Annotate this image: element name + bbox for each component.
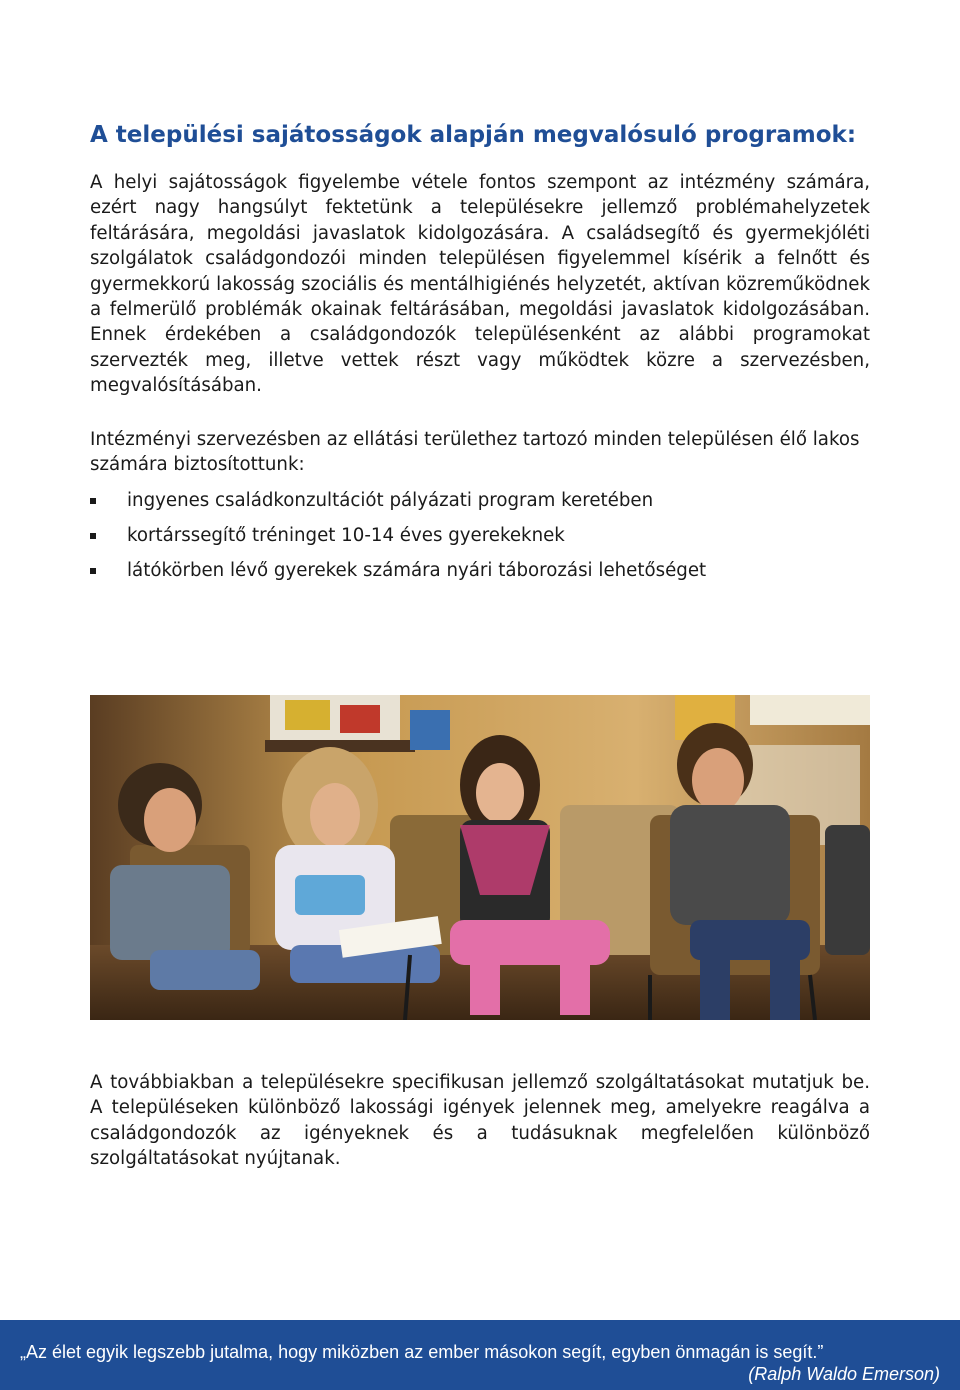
list-item-text: látókörben lévő gyerekek számára nyári táborozási lehetőséget <box>127 560 707 582</box>
group-photo <box>90 695 870 1020</box>
closing-paragraph: A továbbiakban a településekre specifikusan jellemző szolgáltatásokat mutatjuk be. A településeken különböző lakossági igények jelennek meg, amelyekre reagálva a családgondozók az igényeknek és a tudásuknak megfelelően különböző szolgáltatásokat nyújtanak. <box>90 1072 870 1170</box>
group-photo-illustration <box>90 695 870 1020</box>
footer-author: (Ralph Waldo Emerson) <box>748 1364 940 1384</box>
square-bullet-icon <box>90 568 96 574</box>
services-list <box>90 489 870 583</box>
list-item <box>90 559 870 583</box>
intro-paragraph: A helyi sajátosságok figyelembe vétele fontos szempont az intézmény számára, ezért nagy hangsúlyt fektetünk a településekre jellemző problémahelyzetek feltárására, megoldási javaslatok kidolgozására. A családsegítő és gyermekjóléti szolgálatok családgondozói minden településen figyelemmel kísérik a felnőtt és gyermekkorú lakosság szociális és mentálhigiénés helyzetét, aktívan közreműködnek a felmerülő problémák okainak feltárásában, megoldási javaslatok kidolgozásában. Ennek érdekében a családgondozók településenként az alábbi programokat szervezték meg, illetve vettek részt vagy működtek közre a szervezésben, megvalósításában. <box>90 172 870 397</box>
footer-banner <box>0 1320 960 1390</box>
list-item-text: kortárssegítő tréninget 10-14 éves gyerekeknek <box>127 525 565 547</box>
footer-quote: „Az élet egyik legszebb jutalma, hogy miközben az ember másokon segít, egyben önmagán is segít.” <box>20 1342 824 1362</box>
list-item <box>90 489 870 513</box>
square-bullet-icon <box>90 533 96 539</box>
list-item-text: ingyenes családkonzultációt pályázati program keretében <box>127 490 654 512</box>
services-intro-paragraph: Intézményi szervezésben az ellátási területhez tartozó minden településen élő lakos számára biztosítottunk: <box>90 428 860 476</box>
page-content <box>90 120 870 594</box>
square-bullet-icon <box>90 498 96 504</box>
list-item <box>90 524 870 548</box>
page-title: A települési sajátosságok alapján megvalósuló programok: <box>90 122 857 148</box>
